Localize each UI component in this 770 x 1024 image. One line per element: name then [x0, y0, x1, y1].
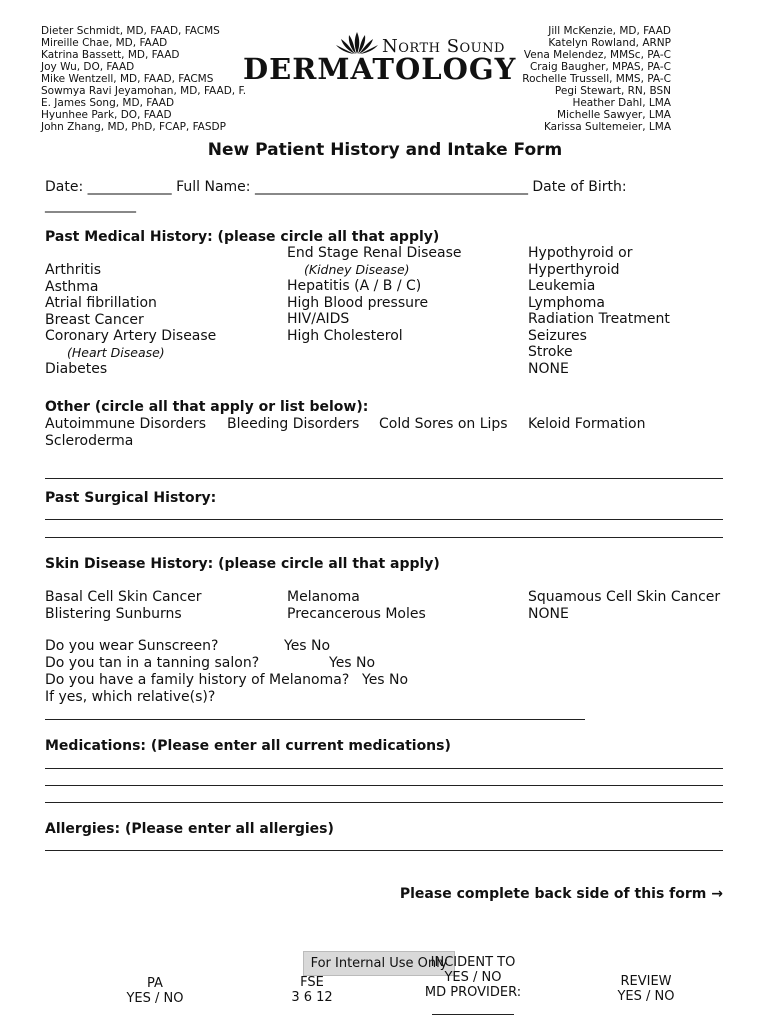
staff-name: Karissa Sultemeier, LMA [543, 121, 671, 133]
list-item-note: (Heart Disease) [67, 344, 165, 360]
staff-name: Pegi Stewart, RN, BSN [554, 85, 671, 97]
list-item[interactable]: Breast Cancer [45, 311, 144, 328]
review-options[interactable]: YES / NO [617, 989, 675, 1004]
list-item[interactable]: End Stage Renal Disease [287, 245, 462, 261]
surgical-write-line[interactable] [45, 537, 723, 538]
past-medical-col2 [287, 245, 462, 344]
skin-col3 [528, 589, 720, 622]
medications-write-line[interactable] [45, 802, 723, 803]
list-item[interactable]: High Blood pressure [287, 294, 429, 311]
skin-col2 [287, 589, 426, 622]
other-item-cold-sores[interactable]: Cold Sores on Lips [379, 416, 508, 432]
other-item-bleeding[interactable]: Bleeding Disorders [227, 416, 360, 432]
practice-logo [243, 30, 523, 90]
list-item[interactable]: Atrial fibrillation [45, 295, 157, 311]
other-item-scleroderma[interactable]: Scleroderma [45, 433, 134, 449]
logo-text-main: DERMATOLOGY [243, 52, 517, 86]
medications-write-line[interactable] [45, 785, 723, 786]
question-family-melanoma: Do you have a family history of Melanoma? [45, 672, 350, 688]
pa-options[interactable]: YES / NO [126, 991, 184, 1006]
left-staff-list [41, 25, 246, 133]
staff-name: Sowmya Ravi Jeyamohan, MD, FAAD, F. [41, 85, 247, 97]
staff-name: Michelle Sawyer, LMA [557, 109, 671, 121]
list-item[interactable]: Arthritis [45, 262, 102, 278]
other-item-autoimmune[interactable]: Autoimmune Disorders [45, 416, 207, 432]
staff-name: Hyunhee Park, DO, FAAD [41, 109, 172, 121]
past-medical-col1 [45, 262, 216, 378]
identity-line[interactable]: Date: ____________ Full Name: _______________________________________ Date of Birth: [45, 179, 627, 195]
right-staff-list [522, 25, 671, 133]
fse-options[interactable]: 3 6 12 [291, 990, 333, 1005]
staff-name: Mireille Chae, MD, FAAD [41, 37, 168, 49]
logo-text-top: North Sound [382, 36, 505, 57]
list-item[interactable]: Diabetes [45, 361, 108, 377]
relative-write-line[interactable] [45, 719, 585, 720]
pa-label: PA [147, 976, 163, 991]
surgical-write-line[interactable] [45, 519, 723, 520]
pa-field[interactable] [115, 976, 195, 1006]
allergies-heading: Allergies: (Please enter all allergies) [45, 821, 334, 837]
staff-name: Rochelle Trussell, MMS, PA-C [522, 73, 671, 85]
staff-name: Joy Wu, DO, FAAD [41, 61, 135, 73]
staff-name: Jill McKenzie, MD, FAAD [548, 25, 671, 37]
list-item[interactable]: Blistering Sunburns [45, 605, 182, 622]
staff-name: Katrina Bassett, MD, FAAD [41, 49, 180, 61]
list-item[interactable]: High Cholesterol [287, 327, 403, 344]
past-medical-heading: Past Medical History: (please circle all that apply) [45, 229, 440, 245]
back-side-note: Please complete back side of this form → [399, 886, 723, 902]
form-title: New Patient History and Intake Form [207, 140, 563, 160]
list-item[interactable]: Basal Cell Skin Cancer [45, 589, 202, 605]
list-item[interactable]: Lymphoma [528, 294, 605, 311]
answer-tanning[interactable]: Yes No [329, 655, 376, 671]
answer-family-melanoma[interactable]: Yes No [362, 672, 409, 688]
question-relative: If yes, which relative(s)? [45, 689, 216, 705]
question-tanning: Do you tan in a tanning salon? [45, 655, 260, 671]
list-item[interactable]: Melanoma [287, 589, 360, 605]
answer-sunscreen[interactable]: Yes No [284, 638, 331, 654]
medications-write-line[interactable] [45, 768, 723, 769]
other-heading: Other (circle all that apply or list below): [45, 399, 369, 415]
other-item-keloid[interactable]: Keloid Formation [528, 416, 646, 432]
staff-name: Mike Wentzell, MD, FAAD, FACMS [41, 73, 214, 85]
staff-name: Craig Baugher, MPAS, PA-C [529, 61, 671, 73]
md-provider-write-line[interactable] [432, 1014, 514, 1015]
fse-field[interactable] [272, 975, 352, 1005]
list-item[interactable]: NONE [528, 360, 569, 377]
internal-use-box: For Internal Use Only [303, 951, 455, 976]
review-field[interactable] [606, 974, 686, 1004]
review-label: REVIEW [620, 974, 672, 989]
staff-name: Katelyn Rowland, ARNP [548, 37, 671, 49]
skin-heading: Skin Disease History: (please circle all that apply) [45, 556, 440, 572]
list-item-note: (Kidney Disease) [304, 261, 410, 277]
list-item[interactable]: Hepatitis (A / B / C) [287, 278, 422, 294]
staff-name: Dieter Schmidt, MD, FAAD, FACMS [41, 25, 220, 37]
list-item[interactable]: NONE [528, 605, 569, 622]
list-item[interactable]: Hypothyroid or [528, 245, 633, 261]
staff-name: E. James Song, MD, FAAD [41, 97, 175, 109]
staff-name: Vena Melendez, MMSc, PA-C [523, 49, 671, 61]
list-item[interactable]: Seizures [528, 327, 587, 344]
fse-label: FSE [300, 975, 324, 990]
list-item[interactable]: Squamous Cell Skin Cancer [528, 589, 721, 605]
list-item[interactable]: Leukemia [528, 278, 596, 294]
surgical-heading: Past Surgical History: [45, 490, 217, 506]
past-medical-col3 [528, 245, 670, 377]
other-write-line[interactable] [45, 478, 723, 479]
incident-options[interactable]: YES / NO [444, 970, 502, 985]
list-item[interactable]: Radiation Treatment [528, 311, 670, 327]
staff-name: Heather Dahl, LMA [572, 97, 671, 109]
list-item[interactable]: Asthma [45, 278, 99, 295]
list-item[interactable]: Hyperthyroid [528, 261, 620, 278]
medications-heading: Medications: (Please enter all current medications) [45, 738, 451, 754]
identity-line-dob[interactable]: _____________ [45, 197, 136, 213]
incident-label: INCIDENT TO [430, 955, 516, 970]
md-provider-label: MD PROVIDER: [424, 985, 522, 1000]
list-item[interactable]: Stroke [528, 344, 573, 360]
list-item[interactable]: Precancerous Moles [287, 605, 426, 622]
incident-field[interactable] [418, 955, 528, 1000]
list-item[interactable]: HIV/AIDS [287, 311, 350, 327]
staff-name: John Zhang, MD, PhD, FCAP, FASDP [41, 121, 226, 133]
question-sunscreen: Do you wear Sunscreen? [45, 638, 219, 654]
allergies-write-line[interactable] [45, 850, 723, 851]
skin-col1 [45, 589, 202, 622]
list-item[interactable]: Coronary Artery Disease [45, 328, 217, 344]
